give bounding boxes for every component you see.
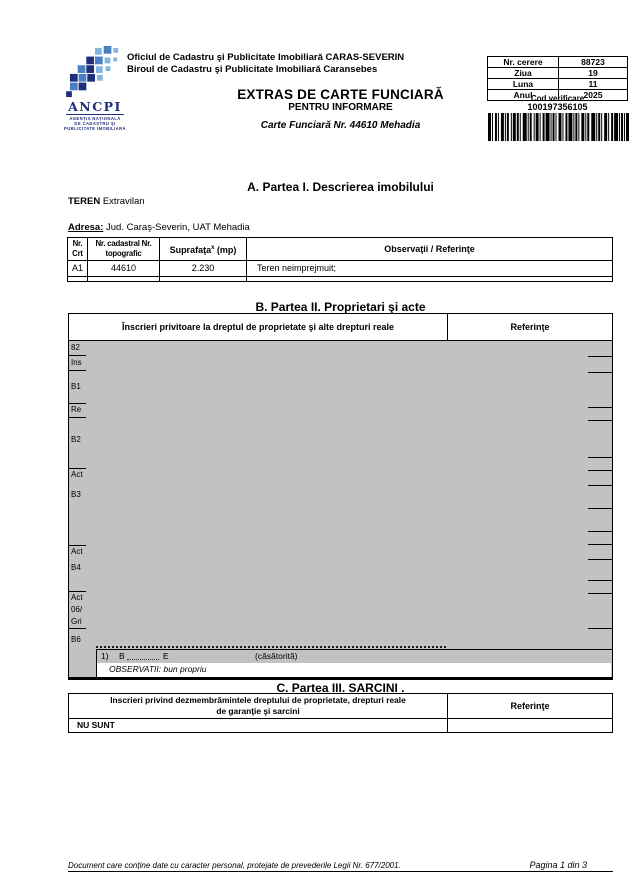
address-line	[68, 222, 250, 233]
redacted-text-fragment: Act	[71, 593, 83, 602]
col-header-observations: Observaţii / Referinţe	[247, 238, 613, 261]
row-divider-stub-right	[588, 420, 612, 421]
table-header-row	[69, 694, 613, 719]
owner-entry-row	[96, 649, 612, 664]
redacted-text-fragment: B4	[71, 563, 81, 572]
row-divider-stub-right	[588, 593, 612, 594]
owner-surname-initial: E	[163, 651, 169, 661]
header-line: Nr.	[72, 239, 83, 248]
header-line: Crt	[72, 249, 83, 258]
section-b-title: B. Partea II. Proprietari şi acte	[255, 300, 426, 314]
privacy-note: Document care conţine date cu caracter personal, protejate de prevederile Legii Nr. 677/2001.	[68, 861, 401, 870]
col-header-cadastral	[88, 238, 160, 261]
ancpi-subtitle-line1: AGENŢIA NAŢIONALĂ	[69, 116, 121, 121]
owner-marital-status: (căsătorită)	[255, 651, 298, 661]
table-header-row	[69, 314, 613, 341]
sarcini-table	[68, 693, 613, 733]
table-row	[69, 719, 613, 733]
col-header-referinte: Referinţe	[448, 694, 613, 719]
owner-name-initial: B	[119, 651, 125, 661]
redacted-text-fragment: B3	[71, 490, 81, 499]
col-header-sarcini	[69, 694, 448, 719]
row-divider-stub-right	[588, 372, 612, 373]
cell-sarcini-value: NU SUNT	[69, 719, 448, 733]
section-c-title: C. Partea III. SARCINI .	[276, 681, 405, 695]
empty-cell	[247, 277, 613, 282]
area-unit: (mp)	[214, 245, 237, 255]
address-label: Adresa:	[68, 222, 104, 233]
col-header-nr-crt	[68, 238, 88, 261]
redacted-text-fragment: 06/	[71, 605, 83, 614]
redacted-text-fragment: B6	[71, 635, 81, 644]
request-value: 88723	[559, 57, 628, 68]
row-divider-stub-right	[588, 628, 612, 629]
cell-nr-crt: A1	[68, 261, 88, 277]
verification-code-label: Cod verificare	[530, 94, 585, 103]
row-divider-stub-right	[588, 407, 612, 408]
row-divider-stub-right	[588, 485, 612, 486]
land-type-value: Extravilan	[102, 196, 145, 207]
redacted-text-fragment: Ins	[71, 358, 82, 367]
table-row	[488, 68, 628, 79]
row-divider-stub-right	[588, 559, 612, 560]
office-line2: Biroul de Cadastru şi Publicitate Imobiliară Caransebes	[127, 64, 378, 75]
row-divider-stub-right	[588, 531, 612, 532]
redacted-text-fragment: Act	[71, 470, 83, 479]
redacted-text-fragment: 82	[71, 343, 80, 352]
month-label: Luna	[488, 79, 559, 90]
row-divider-stub-left	[69, 545, 86, 546]
redacted-text-remnant	[96, 646, 446, 648]
area-footnote-mark: x	[211, 245, 215, 251]
col-header-inscrieri: Înscrieri privitoare la dreptul de proprietate şi alte drepturi reale	[69, 314, 448, 341]
ancpi-acronym: ANCPI	[68, 99, 122, 114]
page-number: Pagina 1 din 3	[529, 860, 587, 870]
address-value: Jud. Caraş-Severin, UAT Mehadia	[106, 222, 250, 233]
row-divider-stub-left	[69, 417, 86, 418]
ancpi-subtitle-line3: PUBLICITATE IMOBILIARĂ	[64, 126, 126, 131]
issuing-office	[127, 52, 404, 76]
land-register-reference: Carte Funciară Nr. 44610 Mehadia	[260, 120, 421, 131]
day-label: Ziua	[488, 68, 559, 79]
row-divider-stub-left	[69, 591, 86, 592]
row-divider-stub-right	[588, 457, 612, 458]
verification-code-value: 100197356105	[527, 102, 588, 112]
cell-cadastral-number: 44610	[88, 261, 160, 277]
redacted-text-fragment: B1	[71, 382, 81, 391]
row-divider-stub-left	[69, 628, 86, 629]
cell-observations: Teren neimprejmuit;	[247, 261, 613, 277]
row-divider-stub-right	[588, 544, 612, 545]
redacted-text-fragment: Act	[71, 547, 83, 556]
col-header-area	[160, 238, 247, 261]
land-type-line	[68, 196, 145, 207]
day-value: 19	[559, 68, 628, 79]
header-line: Nr. cadastral Nr.	[95, 239, 152, 248]
section-b-redacted-body	[68, 341, 613, 680]
office-line1: Oficiul de Cadastru şi Publicitate Imobiliară CARAS-SEVERIN	[127, 52, 405, 63]
row-divider-stub-right	[588, 356, 612, 357]
table-row	[68, 261, 613, 277]
area-label: Suprafaţa	[169, 245, 212, 255]
document-title: EXTRAS DE CARTE FUNCIARĂ	[237, 87, 444, 102]
parcel-table	[67, 237, 613, 282]
empty-cell	[160, 277, 247, 282]
row-divider-stub-right	[588, 470, 612, 471]
col-header-referinte: Referinţe	[448, 314, 613, 341]
cell-area: 2.230	[160, 261, 247, 277]
row-divider-stub-left	[69, 403, 86, 404]
empty-cell	[448, 719, 613, 733]
section-a-title: A. Partea I. Descrierea imobilului	[247, 180, 434, 194]
empty-cell	[88, 277, 160, 282]
row-divider-stub-right	[588, 508, 612, 509]
land-type-label: TEREN	[68, 196, 101, 207]
empty-cell	[68, 277, 88, 282]
owner-observations-row: OBSERVATII: bun propriu	[96, 663, 611, 677]
section-b-header-table	[68, 313, 613, 341]
page-footer	[68, 857, 613, 872]
owner-index: 1)	[101, 651, 109, 661]
row-divider-stub-left	[69, 370, 86, 371]
row-divider-stub-left	[69, 468, 86, 469]
redacted-text-fragment: B2	[71, 435, 81, 444]
year-label: Anul	[488, 90, 559, 101]
redacted-text-fragment: Gri	[71, 617, 82, 626]
redacted-name-dots	[127, 659, 159, 660]
table-row-empty	[68, 277, 613, 282]
request-label: Nr. cerere	[488, 57, 559, 68]
document-subtitle: PENTRU INFORMARE	[288, 102, 393, 113]
header-line: Inscrieri privind dezmembrămintele dreptului de proprietate, drepturi reale	[110, 695, 406, 705]
redacted-text-fragment: Re	[71, 405, 82, 414]
row-divider-stub-right	[588, 580, 612, 581]
table-header-row	[68, 238, 613, 261]
year-value: 2025	[559, 90, 628, 101]
row-divider-stub-left	[69, 355, 86, 356]
header-line: de garanţie şi sarcini	[216, 706, 300, 716]
table-row	[488, 57, 628, 68]
month-value: 11	[559, 79, 628, 90]
ancpi-subtitle-line2: DE CADASTRU ŞI	[74, 121, 116, 126]
header-line: topografic	[105, 249, 142, 258]
